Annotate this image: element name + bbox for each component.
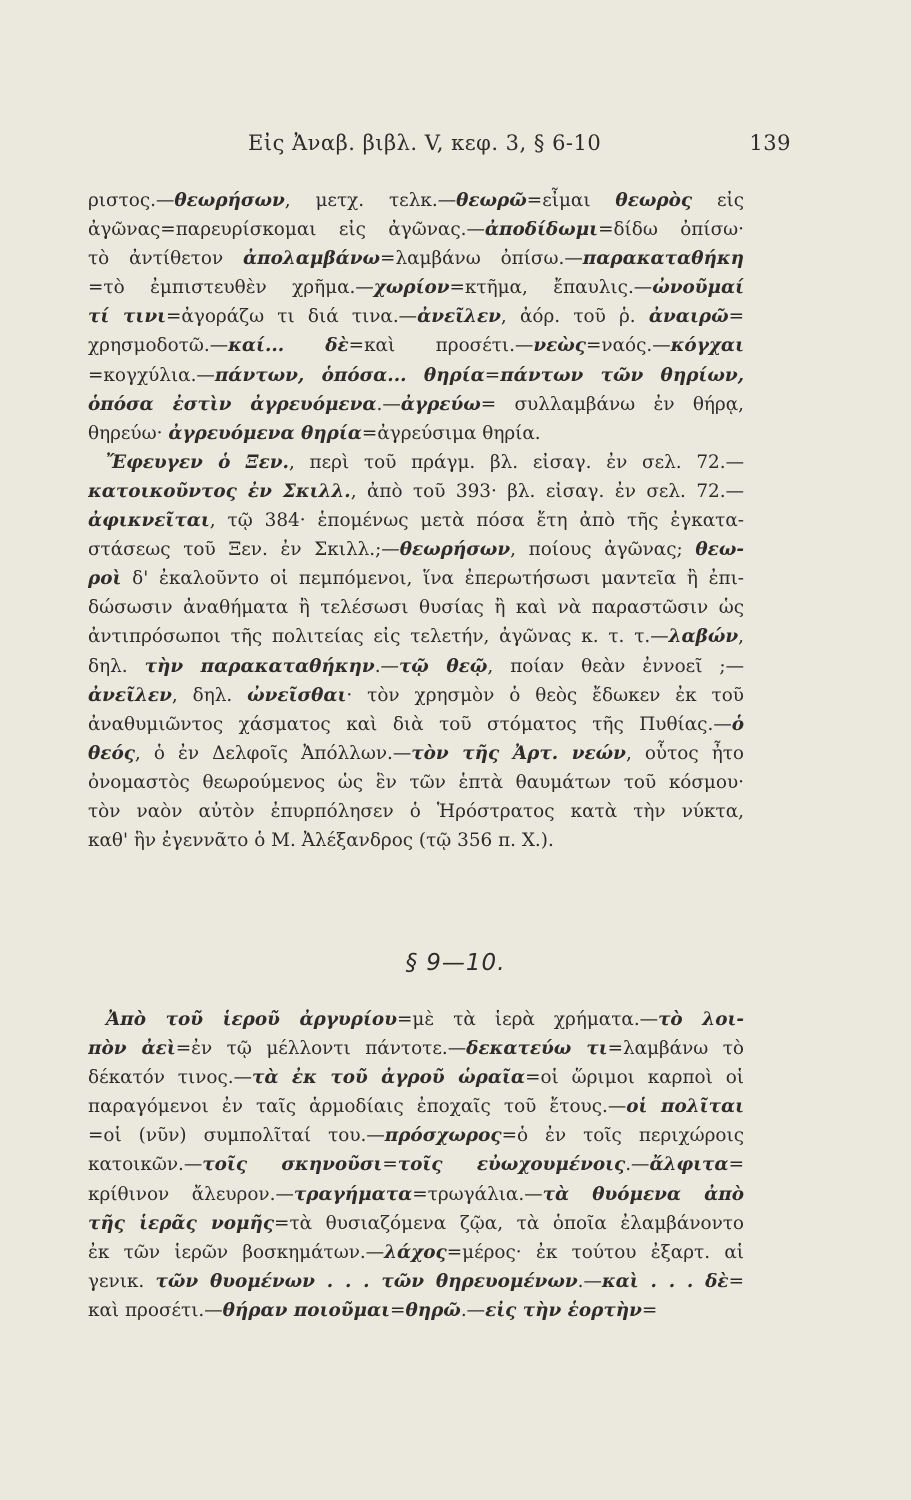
- lemma-term: ἀποδίδωμι: [484, 219, 599, 241]
- gloss-text: ριστος.—: [88, 190, 175, 211]
- gloss-text: , ἀπὸ τοῦ 393· βλ. εἰσαγ. ἐν σελ. 72.—: [350, 480, 744, 502]
- running-title: Εἰς Ἀναβ. βιβλ. V, κεφ. 3, § 6-10: [248, 131, 602, 155]
- lemma-term: εἰς τὴν ἑορτὴν: [485, 1299, 642, 1321]
- text-line: [88, 652, 744, 681]
- gloss-text: .—: [374, 655, 399, 677]
- gloss-text: =οἱ ὥριμοι καρποὶ οἱ: [525, 1067, 744, 1089]
- text-line: [88, 302, 744, 331]
- lemma-term: ὠνεῖσθαι: [247, 684, 347, 706]
- lemma-term: Ἀπὸ τοῦ ἱεροῦ ἀργυρίου: [106, 1009, 397, 1030]
- text-line: [88, 1296, 744, 1325]
- gloss-text: τὸν ναὸν αὐτὸν ἐπυρπόλησεν ὁ Ἡρόστρατος κατὰ τὴν νύκτα,: [88, 800, 744, 822]
- page-number: 139: [749, 131, 791, 155]
- lemma-term: ὁπόσα ἐστὶν ἀγρευόμενα: [88, 393, 377, 415]
- lemma-term: δεκατεύω τι: [466, 1038, 608, 1060]
- gloss-text: .—: [460, 1299, 486, 1321]
- lemma-term: θεωρήσων: [399, 539, 511, 561]
- gloss-text: ,: [738, 626, 744, 648]
- gloss-text: ἐκ τῶν ἱερῶν βοσκημάτων.—: [88, 1241, 385, 1263]
- lemma-term: τοῖς σκηνοῦσι: [202, 1154, 383, 1176]
- gloss-text: ἀναθυμιῶντος χάσματος καὶ διὰ τοῦ στόματος τῆς Πυθίας.—: [88, 713, 732, 735]
- text-line: [88, 273, 744, 302]
- gloss-text: =καὶ προσέτι.—: [348, 335, 534, 357]
- text-line: [88, 215, 744, 244]
- gloss-text: δώσωσιν ἀναθήματα ἢ τελέσωσι θυσίας ἢ καὶ νὰ παραστῶσιν ὡς: [88, 597, 744, 619]
- gloss-text: , περὶ τοῦ πράγμ. βλ. εἰσαγ. ἐν σελ. 72.—: [288, 451, 744, 473]
- text-line: [88, 1121, 744, 1150]
- commentary-block-9-10: [88, 1005, 744, 1325]
- text-line: [88, 419, 744, 448]
- gloss-text: =δίδω ὀπίσω·: [598, 219, 744, 241]
- gloss-text: =: [728, 306, 744, 328]
- lemma-term: λάχος: [384, 1241, 447, 1263]
- gloss-text: =: [641, 1299, 658, 1321]
- lemma-term: νεὼς: [533, 335, 587, 357]
- gloss-text: δέκατόν τινος.—: [88, 1067, 252, 1089]
- gloss-text: =κογχύλια.—: [88, 364, 215, 386]
- gloss-text: γενικ.: [88, 1270, 156, 1292]
- text-line: [88, 593, 744, 622]
- lemma-term: τοῖς εὐωχουμένοις: [397, 1154, 626, 1176]
- lemma-term: ἀνεῖλεν: [88, 684, 172, 706]
- gloss-text: , ποίους ἀγῶνας;: [510, 539, 696, 561]
- text-line: [88, 186, 744, 215]
- text-line: [88, 1063, 744, 1092]
- lemma-term: τὸ λοι-: [658, 1009, 744, 1030]
- lemma-term: τὰ ἐκ τοῦ ἀγροῦ ὡραῖα: [251, 1067, 526, 1089]
- text-line: [88, 1034, 744, 1063]
- gloss-text: =τὰ θυσιαζόμενα ζῷα, τὰ ὁποῖα ἐλαμβάνοντο: [274, 1212, 744, 1234]
- gloss-text: =μὲ τὰ ἱερὰ χρήματα.—: [396, 1009, 659, 1030]
- text-line: [88, 506, 744, 535]
- gloss-text: =: [484, 364, 501, 386]
- text-line: [88, 710, 744, 739]
- lemma-term: πρόσχωρος: [384, 1125, 502, 1147]
- gloss-text: δηλ.: [88, 655, 145, 677]
- lemma-term: τραγήματα: [293, 1183, 413, 1205]
- gloss-text: =ἀγοράζω τι διά τινα.—: [166, 306, 418, 328]
- gloss-text: κατοικῶν.—: [88, 1154, 203, 1176]
- gloss-text: =ἀγρεύσιμα θηρία.: [361, 422, 541, 444]
- lemma-term: κόγχαι: [670, 335, 744, 357]
- gloss-text: .—: [376, 393, 401, 415]
- lemma-term: θεωρῶ: [456, 190, 527, 211]
- gloss-text: τὸ ἀντίθετον: [88, 248, 243, 270]
- text-line: [88, 244, 744, 273]
- lemma-term: θεωρὸς: [615, 190, 693, 211]
- lemma-term: ἀναιρῶ: [648, 306, 729, 328]
- gloss-text: =: [390, 1299, 406, 1321]
- gloss-text: ἀντιπρόσωποι τῆς πολιτείας εἰς τελετήν, ἀγῶνας κ. τ. τ.—: [88, 626, 669, 648]
- lemma-term: ἀνεῖλεν: [417, 306, 501, 328]
- text-line: [88, 448, 744, 477]
- lemma-term: Ἔφευγεν ὁ Ξεν.: [106, 451, 289, 473]
- lemma-term: τὸν τῆς Ἀρτ. νεών: [411, 742, 626, 764]
- lemma-term: ἀπολαμβάνω: [243, 248, 381, 270]
- text-line: [88, 1238, 744, 1267]
- gloss-text: =λαμβάνω τὸ: [607, 1038, 744, 1060]
- gloss-text: =ναός.—: [586, 335, 671, 357]
- text-line: [88, 1180, 744, 1209]
- gloss-text: , ὁ ἐν Δελφοῖς Ἀπόλλων.—: [134, 742, 412, 764]
- gloss-text: , μετχ. τελκ.—: [284, 190, 457, 211]
- text-line: [88, 681, 744, 710]
- lemma-term: θεωρήσων: [174, 190, 285, 211]
- lemma-term: χωρίον: [373, 277, 450, 299]
- lemma-term: καὶ . . . δὲ: [601, 1270, 729, 1292]
- lemma-term: πάντων, ὁπόσα... θηρία: [214, 364, 485, 386]
- gloss-text: εἰς: [692, 190, 744, 211]
- gloss-text: =εἶμαι: [526, 190, 616, 211]
- text-line: [88, 1267, 744, 1296]
- text-line: [88, 1005, 744, 1034]
- lemma-term: θήραν ποιοῦμαι: [222, 1299, 391, 1321]
- gloss-text: χρησμοδοτῶ.—: [88, 335, 229, 357]
- gloss-text: .—: [577, 1270, 602, 1292]
- lemma-term: θηρῶ: [405, 1299, 461, 1321]
- gloss-text: =κτῆμα, ἔπαυλις.—: [449, 277, 653, 299]
- gloss-text: =ἐν τῷ μέλλοντι πάντοτε.—: [175, 1038, 467, 1060]
- lemma-term: ροὶ: [88, 568, 122, 590]
- gloss-text: =ὁ ἐν τοῖς περιχώροις: [501, 1125, 744, 1147]
- gloss-text: , ἀόρ. τοῦ ῥ.: [500, 306, 649, 328]
- gloss-text: =οἱ (νῦν) συμπολῖταί του.—: [88, 1125, 385, 1147]
- text-line: [88, 1092, 744, 1121]
- text-line: [88, 768, 744, 797]
- gloss-text: = συλλαμβάνω ἐν θήρᾳ,: [480, 393, 744, 415]
- gloss-text: δ' ἐκαλοῦντο οἱ πεμπόμενοι, ἵνα ἐπερωτήσωσι μαντεῖα ἢ ἐπι-: [121, 568, 744, 590]
- gloss-text: καθ' ἣν ἐγεννᾶτο ὁ Μ. Ἀλέξανδρος (τῷ 356 π. Χ.).: [88, 830, 554, 852]
- text-line: [88, 797, 744, 826]
- lemma-term: τὴν παρακαταθήκην: [144, 655, 375, 677]
- section-heading: § 9—10.: [405, 950, 506, 976]
- lemma-term: τῷ θεῷ: [398, 655, 488, 677]
- lemma-term: οἱ πολῖται: [626, 1096, 744, 1118]
- lemma-term: καί... δὲ: [228, 335, 349, 357]
- gloss-text: , τῷ 384· ἑπομένως μετὰ πόσα ἔτη ἀπὸ τῆς ἐγκατα-: [209, 510, 744, 532]
- text-line: [88, 739, 744, 768]
- gloss-text: , ποίαν θεὰν ἐννοεῖ ;—: [487, 655, 744, 677]
- gloss-text: ἀγῶνας=παρευρίσκομαι εἰς ἀγῶνας.—: [88, 219, 485, 241]
- gloss-text: =: [728, 1154, 744, 1176]
- text-line: [88, 361, 744, 390]
- text-line: [88, 535, 744, 564]
- lemma-term: ἄλφιτα: [649, 1154, 729, 1176]
- gloss-text: ὀνομαστὸς θεωρούμενος ὡς ἓν τῶν ἑπτὰ θαυμάτων τοῦ κόσμου·: [88, 771, 744, 793]
- gloss-text: =τρωγάλια.—: [412, 1183, 543, 1205]
- text-line: [88, 622, 744, 651]
- text-line: [88, 1209, 744, 1238]
- gloss-text: , οὗτος ἦτο: [625, 742, 744, 764]
- gloss-text: =τὸ ἐμπιστευθὲν χρῆμα.—: [88, 277, 374, 299]
- gloss-text: =: [728, 1270, 744, 1292]
- text-line: [88, 1150, 744, 1179]
- lemma-term: τῶν θυομένων . . . τῶν θηρευομένων: [155, 1270, 578, 1292]
- lemma-term: τί τινι: [88, 306, 166, 328]
- lemma-term: κατοικοῦντος ἐν Σκιλλ.: [88, 480, 351, 502]
- lemma-term: τῆς ἱερᾶς νομῆς: [88, 1212, 275, 1234]
- gloss-text: =λαμβάνω ὀπίσω.—: [380, 248, 583, 270]
- lemma-term: θεω-: [695, 539, 744, 561]
- commentary-block-6-8: [88, 186, 744, 855]
- text-line: [88, 390, 744, 419]
- gloss-text: θηρεύω·: [88, 422, 169, 444]
- lemma-term: ἀφικνεῖται: [88, 510, 210, 532]
- text-line: [88, 564, 744, 593]
- lemma-term: ὁ: [731, 713, 744, 735]
- lemma-term: πάντων τῶν θηρίων,: [500, 364, 744, 386]
- lemma-term: θεός: [88, 742, 135, 764]
- lemma-term: ὠνοῦμαί: [652, 277, 744, 299]
- gloss-text: , δηλ.: [171, 684, 248, 706]
- gloss-text: .—: [625, 1154, 650, 1176]
- gloss-text: =μέρος· ἐκ τούτου ἐξαρτ. αἱ: [446, 1241, 744, 1263]
- gloss-text: κρίθινον ἄλευρον.—: [88, 1183, 294, 1205]
- lemma-term: ἀγρευόμενα θηρία: [168, 422, 362, 444]
- text-line: [88, 826, 744, 855]
- text-line: [88, 331, 744, 360]
- lemma-term: ἀγρεύω: [400, 393, 481, 415]
- lemma-term: πὸν ἀεὶ: [88, 1038, 176, 1060]
- gloss-text: · τὸν χρησμὸν ὁ θεὸς ἔδωκεν ἐκ τοῦ: [346, 684, 744, 706]
- gloss-text: παραγόμενοι ἐν ταῖς ἁρμοδίαις ἐποχαῖς τοῦ ἔτους.—: [88, 1096, 627, 1118]
- lemma-term: λαβών: [668, 626, 739, 648]
- lemma-term: τὰ θυόμενα ἀπὸ: [542, 1183, 744, 1205]
- gloss-text: στάσεως τοῦ Ξεν. ἐν Σκιλλ.;—: [88, 539, 400, 561]
- gloss-text: καὶ προσέτι.—: [88, 1299, 223, 1321]
- text-line: [88, 477, 744, 506]
- gloss-text: =: [382, 1154, 398, 1176]
- lemma-term: παρακαταθήκη: [582, 248, 744, 270]
